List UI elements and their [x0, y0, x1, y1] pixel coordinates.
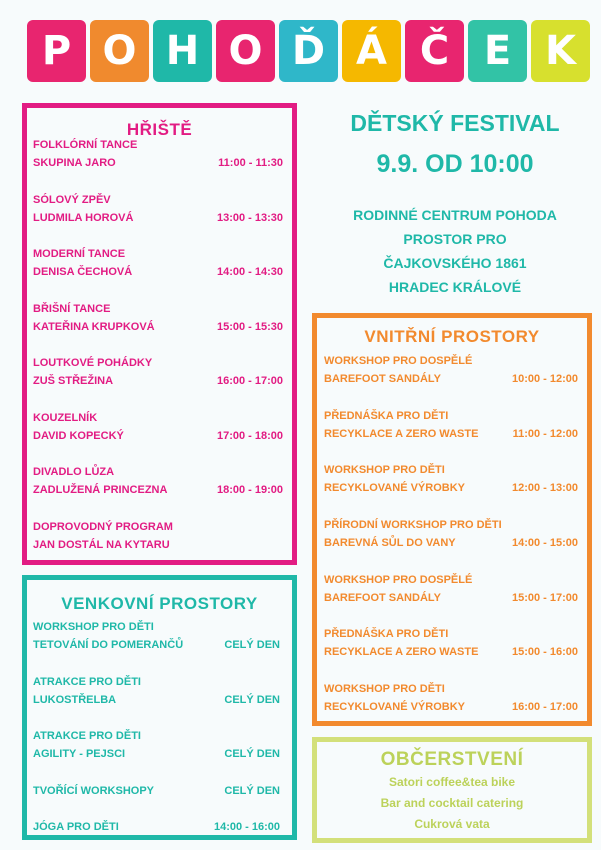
vnitrni-section — [312, 313, 592, 726]
program-item — [33, 354, 283, 390]
item-name: TVOŘÍCÍ WORKSHOPY — [33, 785, 155, 797]
hriste-section — [22, 103, 297, 565]
address-line: ČAJKOVSKÉHO 1861 — [383, 255, 527, 271]
program-item — [324, 680, 578, 716]
program-item — [33, 782, 280, 800]
item-name: RECYKLOVANÉ VÝROBKY — [324, 482, 465, 494]
program-item — [33, 409, 283, 445]
item-type: PŘEDNÁŠKA PRO DĚTI — [324, 628, 449, 640]
program-item — [33, 818, 280, 836]
item-type: WORKSHOP PRO DĚTI — [33, 621, 154, 633]
program-item — [33, 245, 283, 281]
item-type: WORKSHOP PRO DĚTI — [324, 464, 445, 476]
item-name: LUDMILA HOROVÁ — [33, 212, 134, 224]
program-item — [324, 625, 578, 661]
refreshment-list — [317, 772, 587, 835]
title-letter: P — [27, 20, 86, 82]
item-time: 10:00 - 12:00 — [511, 373, 578, 385]
item-type: WORKSHOP PRO DĚTI — [324, 683, 445, 695]
program-item — [33, 673, 280, 709]
item-time: 15:00 - 15:30 — [216, 321, 283, 333]
program-item — [33, 136, 283, 172]
item-type: KOUZELNÍK — [33, 412, 98, 424]
item-name: DENISA ČECHOVÁ — [33, 266, 133, 278]
item-name: SKUPINA JARO — [33, 157, 116, 169]
item-name: RECYKLACE A ZERO WASTE — [324, 428, 479, 440]
item-time: 11:00 - 11:30 — [218, 157, 283, 169]
item-name: BAREVNÁ SŮL DO VANY — [324, 537, 456, 549]
item-name: AGILITY - PEJSCI — [33, 748, 126, 760]
item-type: PŘEDNÁŠKA PRO DĚTI — [324, 410, 449, 422]
vnitrni-list — [324, 352, 578, 721]
item-name: TETOVÁNÍ DO POMERANČŮ — [33, 639, 184, 651]
item-name: KATEŘINA KRUPKOVÁ — [33, 321, 155, 333]
item-type: PŘÍRODNÍ WORKSHOP PRO DĚTI — [324, 519, 502, 531]
title-letter: O — [216, 20, 275, 82]
refreshment-item: Cukrová vata — [414, 817, 490, 831]
item-time: 16:00 - 17:00 — [511, 701, 578, 713]
address-line: RODINNÉ CENTRUM POHODA — [353, 207, 557, 223]
item-type: WORKSHOP PRO DOSPĚLÉ — [324, 355, 473, 367]
title-letter: O — [90, 20, 149, 82]
item-name: RECYKLOVANÉ VÝROBKY — [324, 701, 465, 713]
program-item — [33, 518, 283, 554]
item-time: 16:00 - 17:00 — [216, 375, 283, 387]
hriste-list — [33, 136, 283, 560]
item-type: DOPROVODNÝ PROGRAM — [33, 521, 173, 533]
program-item — [33, 463, 283, 499]
title-letter: K — [531, 20, 590, 82]
venkovni-list — [33, 618, 280, 835]
item-name: RECYKLACE A ZERO WASTE — [324, 646, 479, 658]
program-item — [33, 300, 283, 336]
item-type: MODERNÍ TANCE — [33, 248, 126, 260]
item-time: 14:00 - 16:00 — [213, 821, 280, 833]
title-letter: Ď — [279, 20, 338, 82]
item-time: 14:00 - 15:00 — [511, 537, 578, 549]
item-time: CELÝ DEN — [224, 785, 280, 797]
item-name: ZUŠ STŘEŽINA — [33, 375, 114, 387]
title-letter: Č — [405, 20, 464, 82]
item-time: CELÝ DEN — [224, 694, 280, 706]
program-item — [324, 461, 578, 497]
item-time: 12:00 - 13:00 — [511, 482, 578, 494]
festival-name: DĚTSKÝ FESTIVAL — [350, 110, 560, 136]
title-letter: E — [468, 20, 527, 82]
program-item — [324, 407, 578, 443]
item-name: BAREFOOT SANDÁLY — [324, 373, 441, 385]
program-item — [33, 727, 280, 763]
item-type: BŘIŠNÍ TANCE — [33, 303, 111, 315]
address-line: PROSTOR PRO — [403, 231, 507, 247]
festival-address — [310, 203, 600, 299]
section-title: VENKOVNÍ PROSTORY — [61, 594, 258, 613]
item-time: CELÝ DEN — [224, 748, 280, 760]
venkovni-section — [22, 575, 297, 840]
item-type: FOLKLÓRNÍ TANCE — [33, 139, 138, 151]
festival-title — [0, 20, 601, 92]
item-time: 14:00 - 14:30 — [216, 266, 283, 278]
item-time: 17:00 - 18:00 — [216, 430, 283, 442]
item-type: WORKSHOP PRO DOSPĚLÉ — [324, 574, 473, 586]
program-item — [324, 516, 578, 552]
item-time: CELÝ DEN — [224, 639, 280, 651]
program-item — [33, 191, 283, 227]
item-name: DAVID KOPECKÝ — [33, 430, 124, 442]
address-line: HRADEC KRÁLOVÉ — [388, 279, 522, 295]
item-name: JÓGA PRO DĚTI — [33, 821, 119, 833]
item-name: ZADLUŽENÁ PRINCEZNA — [33, 484, 168, 496]
item-time: 18:00 - 19:00 — [216, 484, 283, 496]
obcerstveni-section — [312, 737, 592, 843]
program-item — [324, 352, 578, 388]
item-name: BAREFOOT SANDÁLY — [324, 592, 441, 604]
item-type: ATRAKCE PRO DĚTI — [33, 676, 141, 688]
section-title: OBČERSTVENÍ — [380, 749, 524, 770]
item-time: 13:00 - 13:30 — [216, 212, 283, 224]
program-item — [324, 571, 578, 607]
item-type: ATRAKCE PRO DĚTI — [33, 730, 141, 742]
item-time: 15:00 - 17:00 — [511, 592, 578, 604]
item-name: JAN DOSTÁL NA KYTARU — [33, 539, 170, 551]
item-name: LUKOSTŘELBA — [33, 694, 117, 706]
section-title: VNITŘNÍ PROSTORY — [364, 327, 540, 346]
refreshment-item: Bar and cocktail catering — [380, 796, 524, 810]
item-type: SÓLOVÝ ZPĚV — [33, 194, 111, 206]
item-type: DIVADLO LŮZA — [33, 466, 115, 478]
item-time: 11:00 - 12:00 — [512, 428, 578, 440]
section-title: HŘIŠTĚ — [126, 120, 193, 139]
festival-date: 9.9. OD 10:00 — [376, 150, 534, 178]
item-type: LOUTKOVÉ POHÁDKY — [33, 357, 153, 369]
program-item — [33, 618, 280, 654]
title-letter: Á — [342, 20, 401, 82]
title-letter: H — [153, 20, 212, 82]
refreshment-item: Satori coffee&tea bike — [388, 775, 516, 789]
item-time: 15:00 - 16:00 — [511, 646, 578, 658]
